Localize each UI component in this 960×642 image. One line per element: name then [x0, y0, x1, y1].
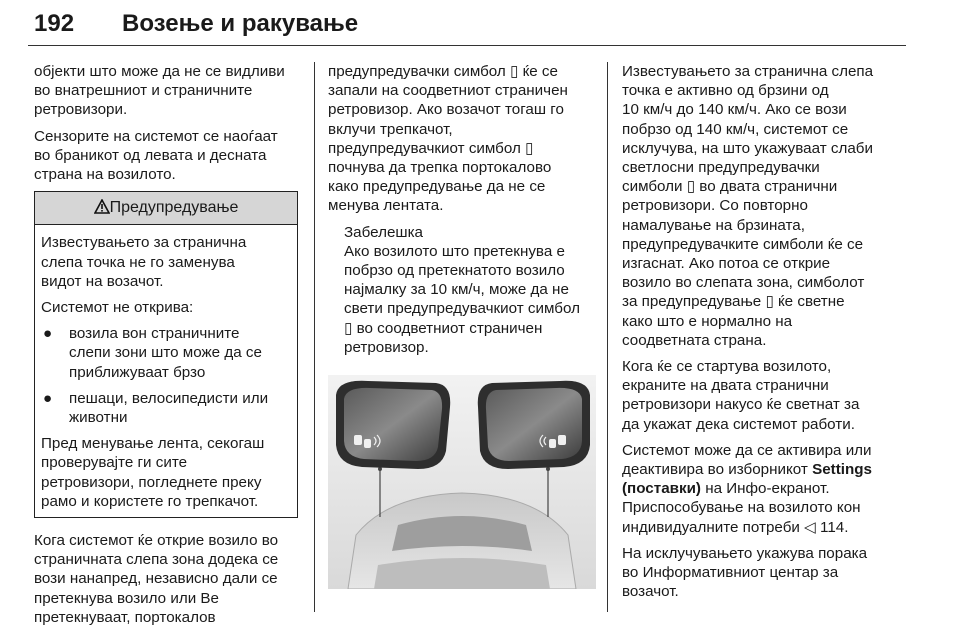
text-line: Ако возилото што претекнува е	[344, 242, 565, 260]
header-divider	[28, 45, 906, 46]
side-mirrors-car-illustration	[328, 375, 596, 589]
column-2	[328, 62, 600, 589]
bullet-icon: ●	[43, 325, 53, 343]
text-line: запали на соодветниот страничен	[328, 82, 568, 100]
text-line: проверувајте ги сите	[41, 454, 188, 472]
text-line: Сензорите на системот се наоѓаат	[34, 127, 278, 145]
text-line: индивидуалните потреби ◁ 114.	[622, 518, 849, 536]
text-line: вклучи трепкачот,	[328, 120, 453, 138]
text-line: точка е активно од брзини од	[622, 82, 829, 100]
text-line: страна на возилото.	[34, 166, 176, 184]
paragraph	[622, 62, 918, 350]
text-line: во внатрешниот и страничните	[34, 82, 253, 100]
page-number: 192	[34, 10, 75, 37]
paragraph	[622, 544, 918, 602]
text-line: објекти што може да не се видливи	[34, 63, 285, 80]
paragraph	[41, 233, 291, 291]
text-line: предупредувачките симболи ќе се	[622, 235, 864, 253]
warning-box	[34, 191, 298, 518]
paragraph	[41, 298, 291, 317]
text-line: Известувањето за странична слепа	[622, 63, 874, 80]
column-divider-2	[607, 62, 608, 612]
text-line: ретровизор.	[344, 338, 429, 356]
text-line: претекнува возило или Ве	[34, 589, 219, 607]
column-divider-1	[314, 62, 315, 612]
text-line: слепи зони што може да се	[69, 344, 262, 362]
column-3	[622, 62, 918, 608]
text-run: деактивира во изборникот	[622, 461, 813, 479]
text-line: како предупредување да не се	[328, 178, 546, 196]
note-block	[328, 223, 600, 357]
text-line: возила вон страничните	[69, 325, 240, 343]
text-line: слепа точка не го заменува	[41, 253, 235, 271]
text-line: претекнуваат, портокалов	[34, 608, 216, 626]
text-line: предупредувачкиот симбол ▯	[328, 139, 534, 157]
text-line: изгаснат. Ако потоа се открие	[622, 255, 831, 273]
list-item	[41, 324, 291, 382]
text-line: животни	[69, 409, 128, 427]
settings-menu-label: Settings	[812, 461, 873, 479]
text-line: возачот.	[622, 583, 679, 601]
text-line: во браникот од левата и десната	[34, 146, 267, 164]
text-line: Системот може да се активира или	[622, 441, 872, 459]
text-line: менува лентата.	[328, 197, 444, 215]
warning-title: Предупредување	[109, 199, 239, 217]
text-line: како што е нормално на	[622, 312, 793, 330]
text-line: ретровизори накусо ќе светнат за	[622, 396, 860, 414]
paragraph	[34, 531, 302, 627]
bullet-icon: ●	[43, 389, 53, 407]
text-line: да укажат дека системот работи.	[622, 415, 855, 433]
text-line: страничната слепа зона додека се	[34, 551, 279, 569]
text-line: во Информативниот центар за	[622, 564, 839, 582]
text-line: најмалку за 10 км/ч, може да не	[344, 281, 569, 299]
text-line: 10 км/ч до 140 км/ч. Ако се вози	[622, 101, 847, 119]
text-line: светлосни предупредувачки	[622, 159, 820, 177]
page-header	[28, 6, 908, 44]
text-line: Приспособување на возилото кон	[622, 499, 861, 517]
paragraph	[34, 127, 302, 185]
paragraph	[34, 62, 302, 120]
text-line: Кога системот ќе открие возило во	[34, 532, 279, 550]
text-line: ▯ во соодветниот страничен	[344, 319, 543, 337]
text-line: приближуваат брзо	[69, 363, 206, 381]
note-title: Забелешка	[344, 223, 424, 241]
paragraph	[328, 62, 600, 216]
text-line: Кога ќе се стартува возилото,	[622, 358, 832, 376]
text-line: вози нанапред, независно дали се	[34, 570, 278, 588]
text-line: Системот не открива:	[41, 299, 194, 317]
text-line: намалување на брзината,	[622, 216, 805, 234]
text-line: возило во слепата зона, симболот	[622, 274, 865, 292]
text-line: ретровизор. Ако возачот тогаш го	[328, 101, 564, 119]
text-line: свети предупредувачкиот симбол	[344, 300, 580, 318]
chapter-title: Возење и ракување	[122, 10, 359, 37]
text-line: екраните на двата странични	[622, 377, 829, 395]
text-line: симболи ▯ во двата странични	[622, 178, 838, 196]
text-line: за предупредување ▯ ќе светне	[622, 293, 845, 311]
text-line: видот на возачот.	[41, 272, 164, 290]
warning-triangle-icon	[94, 199, 110, 214]
paragraph	[41, 434, 291, 511]
text-line	[622, 479, 918, 498]
text-line: Пред менување лента, секогаш	[41, 435, 265, 453]
text-line: предупредувачки симбол ▯ ќе се	[328, 63, 558, 80]
text-line: рамо и користете го трепкачот.	[41, 492, 259, 510]
warning-header	[35, 192, 297, 225]
list-item	[41, 389, 291, 427]
text-line: побрзо од претекнатото возило	[344, 262, 565, 280]
mirror-illustration	[328, 375, 596, 589]
text-line: почнува да трепка портокалово	[328, 159, 552, 177]
settings-menu-label-translation: (поставки)	[622, 480, 701, 498]
paragraph	[622, 441, 918, 537]
column-1	[34, 62, 302, 634]
text-line: соодветната страна.	[622, 331, 767, 349]
text-line: ретровизори.	[34, 101, 128, 119]
text-line: ретровизори, погледнете преку	[41, 473, 262, 491]
text-line: побрзо од 140 км/ч, системот се	[622, 120, 849, 138]
text-line: На исклучувањето укажува порака	[622, 544, 868, 562]
warning-body	[35, 225, 297, 517]
text-line: исклучува, на што укажуваат слаби	[622, 139, 873, 157]
text-line: ретровизори. Со повторно	[622, 197, 808, 215]
paragraph	[622, 357, 918, 434]
text-line: Известувањето за странична	[41, 234, 247, 252]
text-line	[622, 460, 918, 479]
text-run: на Инфо-екранот.	[700, 480, 830, 498]
text-line: пешаци, велосипедисти или	[69, 389, 269, 407]
